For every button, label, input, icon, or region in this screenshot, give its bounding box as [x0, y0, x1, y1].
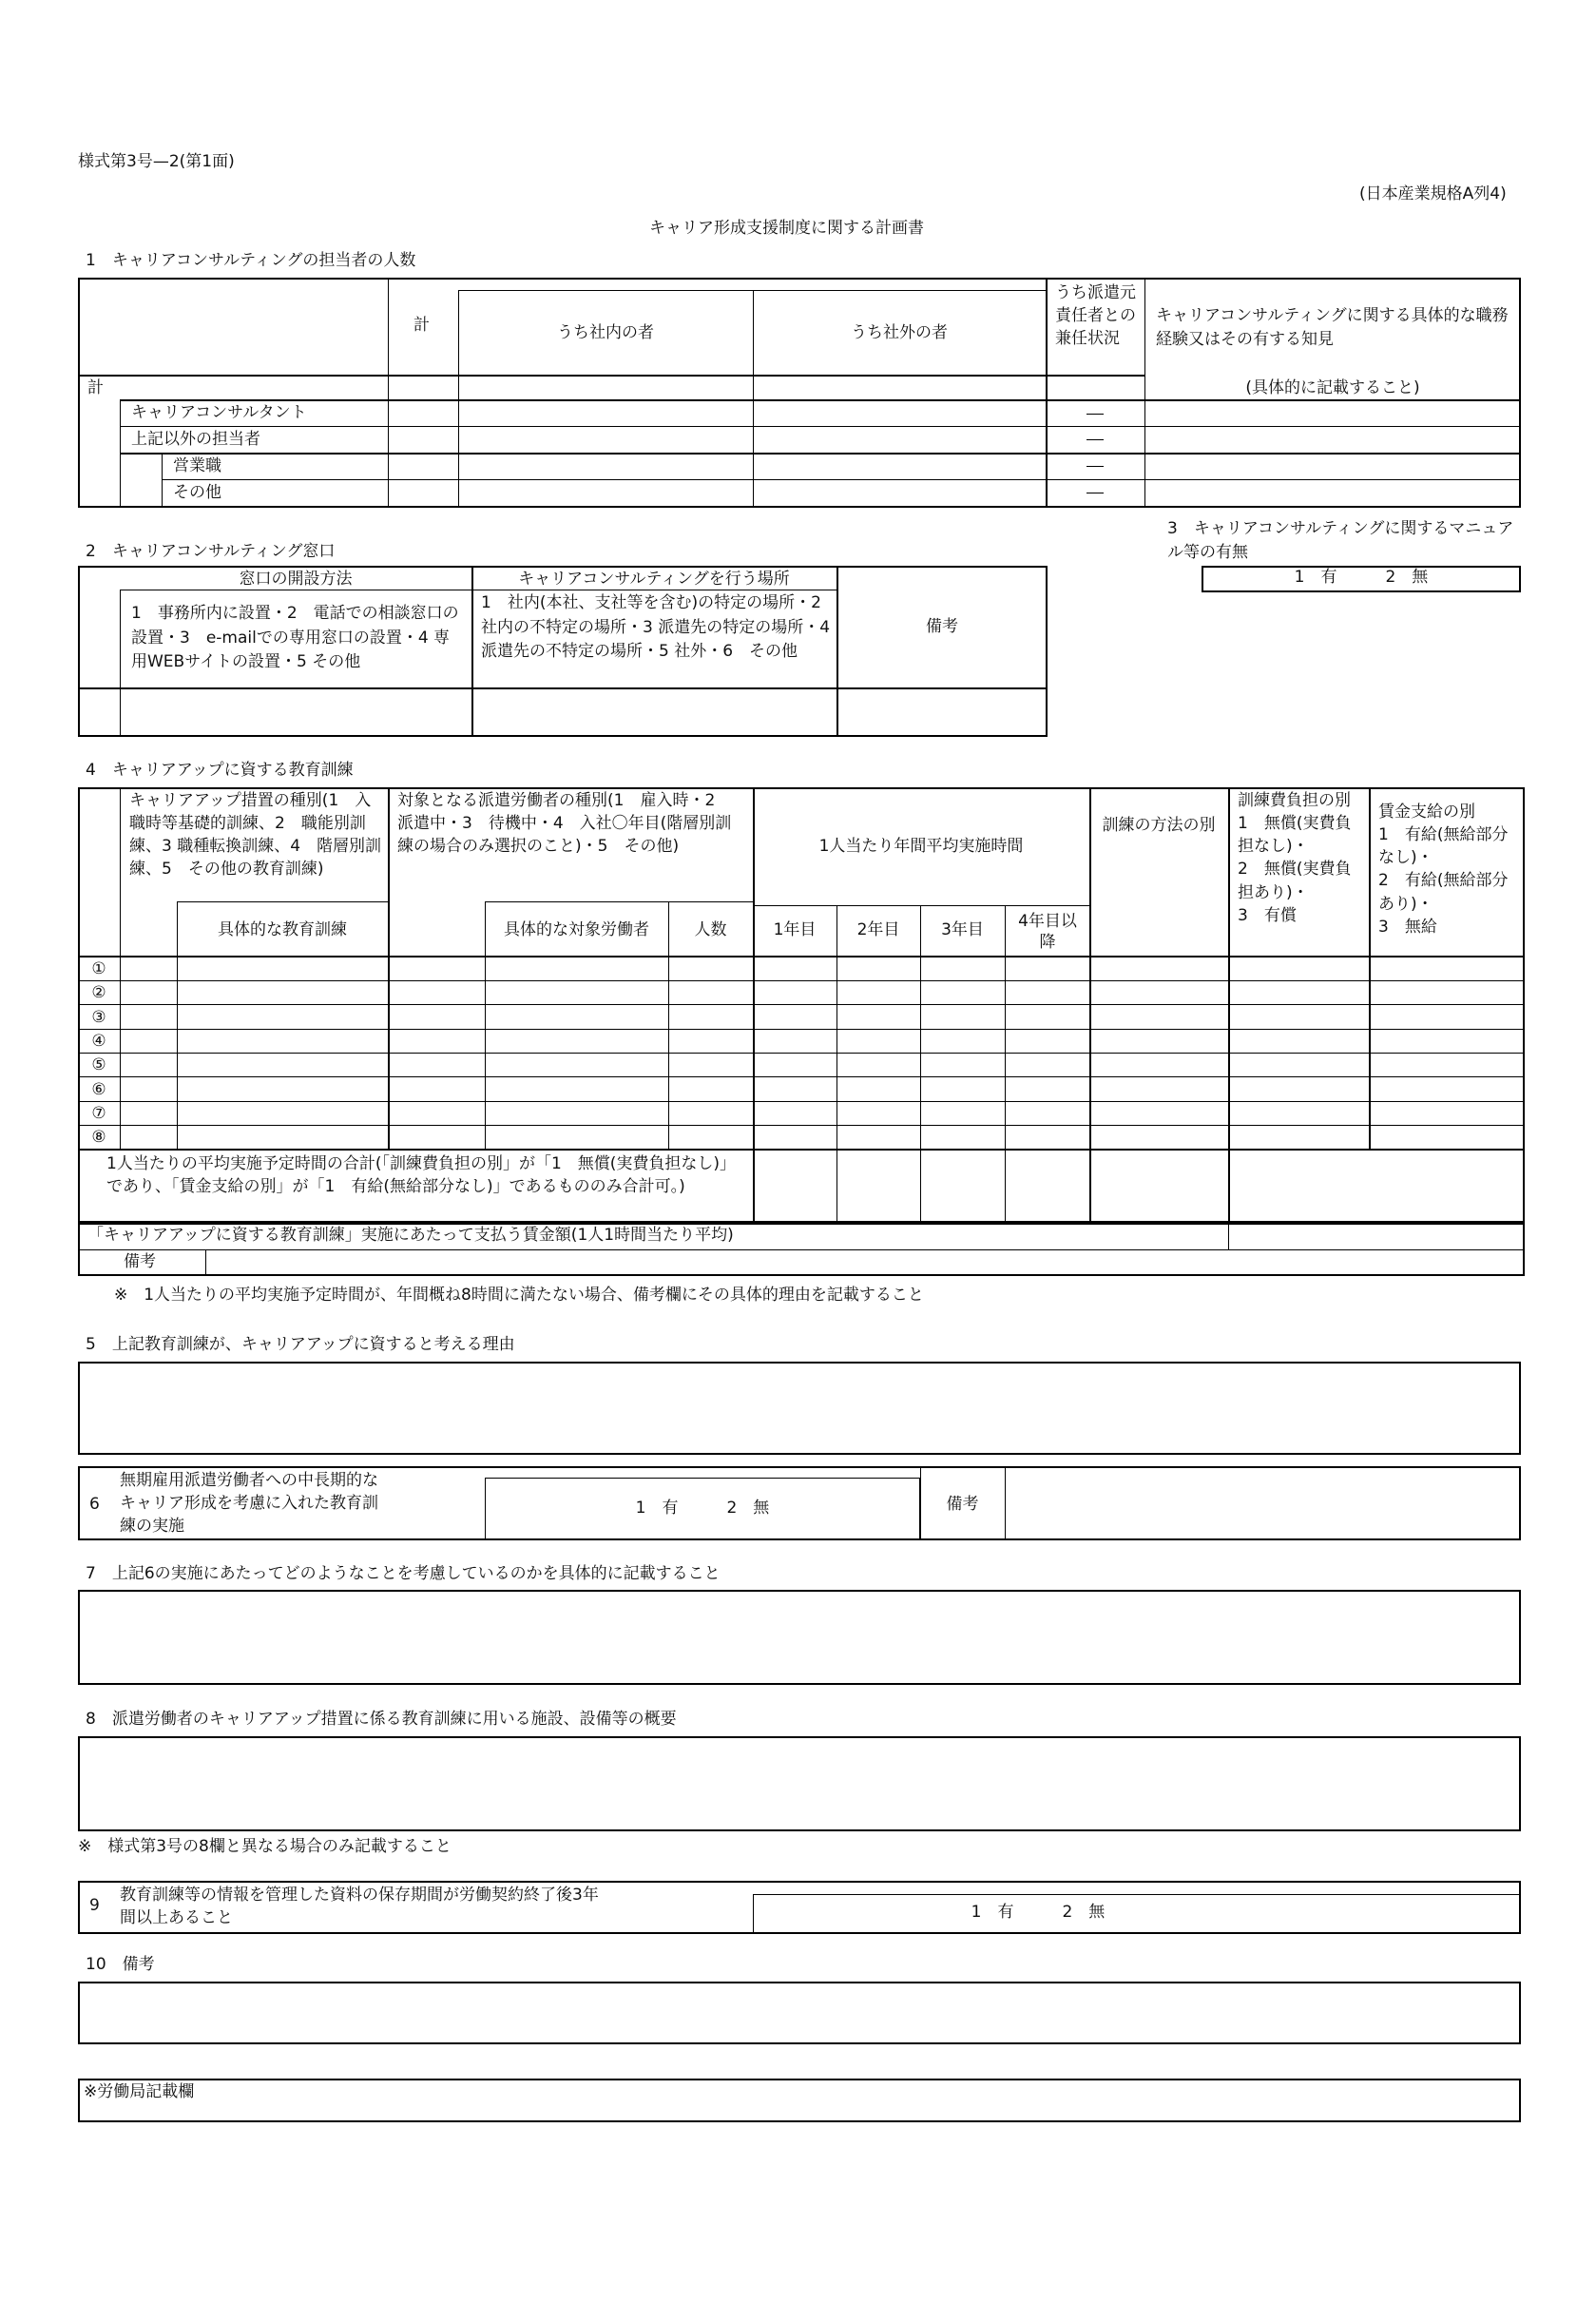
- section-9-label: 教育訓練等の情報を管理した資料の保存期間が労働契約終了後3年間以上あること: [120, 1886, 599, 1928]
- col-training-method: 訓練の方法の別: [1102, 816, 1216, 835]
- section-8-heading: 8 派遣労働者のキャリアアップ措置に係る教育訓練に用いる施設、設備等の概要: [86, 1710, 677, 1729]
- row-total-label: 計: [87, 378, 104, 397]
- col-year-4-plus: 4年目以降: [1018, 912, 1077, 953]
- col-wage-payment: 賃金支給の別 1 有給(無給部分なし)・ 2 有給(無給部分あり)・ 3 無給: [1378, 803, 1509, 937]
- paper-size-note: (日本産業規格A列4): [1359, 184, 1507, 203]
- form-number: 様式第3号—2(第1面): [78, 152, 235, 171]
- col-specific-workers: 具体的な対象労働者: [504, 920, 649, 939]
- window-method-options: 1 事務所内に設置・2 電話での相談窓口の設置・3 e-mailでの専用窓口の設置・4 専用WEBサイトの設置・5 その他: [131, 604, 459, 671]
- section-7-heading: 7 上記6の実施にあたってどのようなことを考慮しているのかを具体的に記載すること: [86, 1564, 721, 1583]
- dash-mark: [1086, 439, 1104, 440]
- section-9-number: 9: [89, 1896, 100, 1915]
- row-consultant-label: キャリアコンサルタント: [131, 403, 307, 422]
- row-other-staff-label: 上記以外の担当者: [131, 430, 260, 449]
- row-number: ⑧: [91, 1128, 106, 1147]
- wage-amount-label: 「キャリアアップに資する教育訓練」実施にあたって支払う賃金額(1人1時間当たり平均): [87, 1226, 734, 1245]
- row-number: ②: [91, 983, 106, 1002]
- col-total-header: 計: [413, 316, 430, 335]
- section-9-options: 1 有 2 無: [971, 1903, 1106, 1922]
- col-internal-header: うち社内の者: [557, 323, 654, 342]
- col-careerup-type: キャリアアップ措置の種別(1 入職時等基礎的訓練、2 職能別訓練、3 職種転換訓練、4 階層別訓練、5 その他の教育訓練): [129, 791, 382, 880]
- col-window-method: 窓口の開設方法: [239, 570, 353, 589]
- section-4-remarks-label: 備考: [124, 1252, 156, 1271]
- section-6-options: 1 有 2 無: [635, 1499, 770, 1518]
- section-10-heading: 10 備考: [86, 1955, 155, 1974]
- col-annual-hours: 1人当たり年間平均実施時間: [818, 837, 1024, 856]
- row-number: ⑤: [91, 1055, 106, 1074]
- section-3-heading: 3 キャリアコンサルティングに関するマニュアル等の有無: [1167, 519, 1514, 562]
- section-4-note: ※ 1人当たりの平均実施予定時間が、年間概ね8時間に満たない場合、備考欄にその具体的理由を記載すること: [114, 1286, 924, 1305]
- col-cost-burden: 訓練費負担の別 1 無償(実費負担なし)・ 2 無償(実費負担あり)・ 3 有償: [1238, 791, 1352, 925]
- section-1-heading: 1 キャリアコンサルティングの担当者の人数: [86, 251, 416, 270]
- section-8-note: ※ 様式第3号の8欄と異なる場合のみ記載すること: [78, 1837, 452, 1856]
- page-title: キャリア形成支援制度に関する計画書: [649, 219, 924, 238]
- consulting-place-options: 1 社内(本社、支社等を含む)の特定の場所・2 社内の不特定の場所・3 派遣先の特定の場所・4 派遣先の不特定の場所・5 社外・6 その他: [481, 593, 831, 661]
- col-year-3: 3年目: [941, 920, 984, 939]
- col-dual-role-header: うち派遣元責任者との兼任状況: [1055, 283, 1136, 349]
- section-6-number: 6: [89, 1495, 100, 1514]
- col-external-header: うち社外の者: [851, 323, 948, 342]
- section-4-heading: 4 キャリアアップに資する教育訓練: [86, 761, 354, 780]
- section-5-heading: 5 上記教育訓練が、キャリアアップに資すると考える理由: [86, 1335, 515, 1354]
- col-consulting-place: キャリアコンサルティングを行う場所: [518, 570, 790, 589]
- row-number: ④: [91, 1032, 106, 1051]
- row-number: ③: [91, 1008, 106, 1027]
- row-number: ⑦: [91, 1104, 106, 1123]
- section-6-label: 無期雇用派遣労働者への中長期的なキャリア形成を考慮に入れた教育訓練の実施: [120, 1471, 378, 1537]
- section-6-remarks: 備考: [946, 1495, 979, 1514]
- labor-bureau-label: ※労働局記載欄: [84, 2082, 195, 2101]
- row-number: ①: [91, 959, 106, 978]
- col-year-2: 2年目: [856, 920, 900, 939]
- col-knowledge-note: (具体的に記載すること): [1245, 378, 1420, 397]
- section-5-box: [78, 1362, 1521, 1455]
- col-headcount: 人数: [694, 920, 727, 939]
- manual-options: 1 有 2 無: [1294, 568, 1429, 587]
- dash-mark: [1086, 466, 1104, 467]
- average-hours-sum-label: 1人当たりの平均実施予定時間の合計(「訓練費負担の別」が「1 無償(実費負担なし)」であり、「賃金支給の別」が「1 有給(無給部分なし)」であるもののみ合計可。): [106, 1154, 737, 1197]
- section-8-box: [78, 1736, 1521, 1831]
- labor-bureau-box: [78, 2079, 1521, 2122]
- section-10-box: [78, 1982, 1521, 2044]
- col-target-workers: 対象となる派遣労働者の種別(1 雇入時・2 派遣中・3 待機中・4 入社〇年目(階層別訓練の場合のみ選択のこと)・5 その他): [397, 791, 732, 857]
- col-year-1: 1年目: [773, 920, 817, 939]
- section-7-box: [78, 1590, 1521, 1685]
- col-specific-training: 具体的な教育訓練: [218, 920, 347, 939]
- section-2-heading: 2 キャリアコンサルティング窓口: [86, 542, 336, 561]
- dash-mark: [1086, 414, 1104, 415]
- row-misc-label: その他: [173, 483, 221, 502]
- col-remarks: 備考: [926, 617, 958, 636]
- row-number: ⑥: [91, 1080, 106, 1099]
- col-knowledge-header: キャリアコンサルティングに関する具体的な職務経験又はその有する知見: [1156, 306, 1509, 349]
- row-sales-label: 営業職: [173, 456, 221, 475]
